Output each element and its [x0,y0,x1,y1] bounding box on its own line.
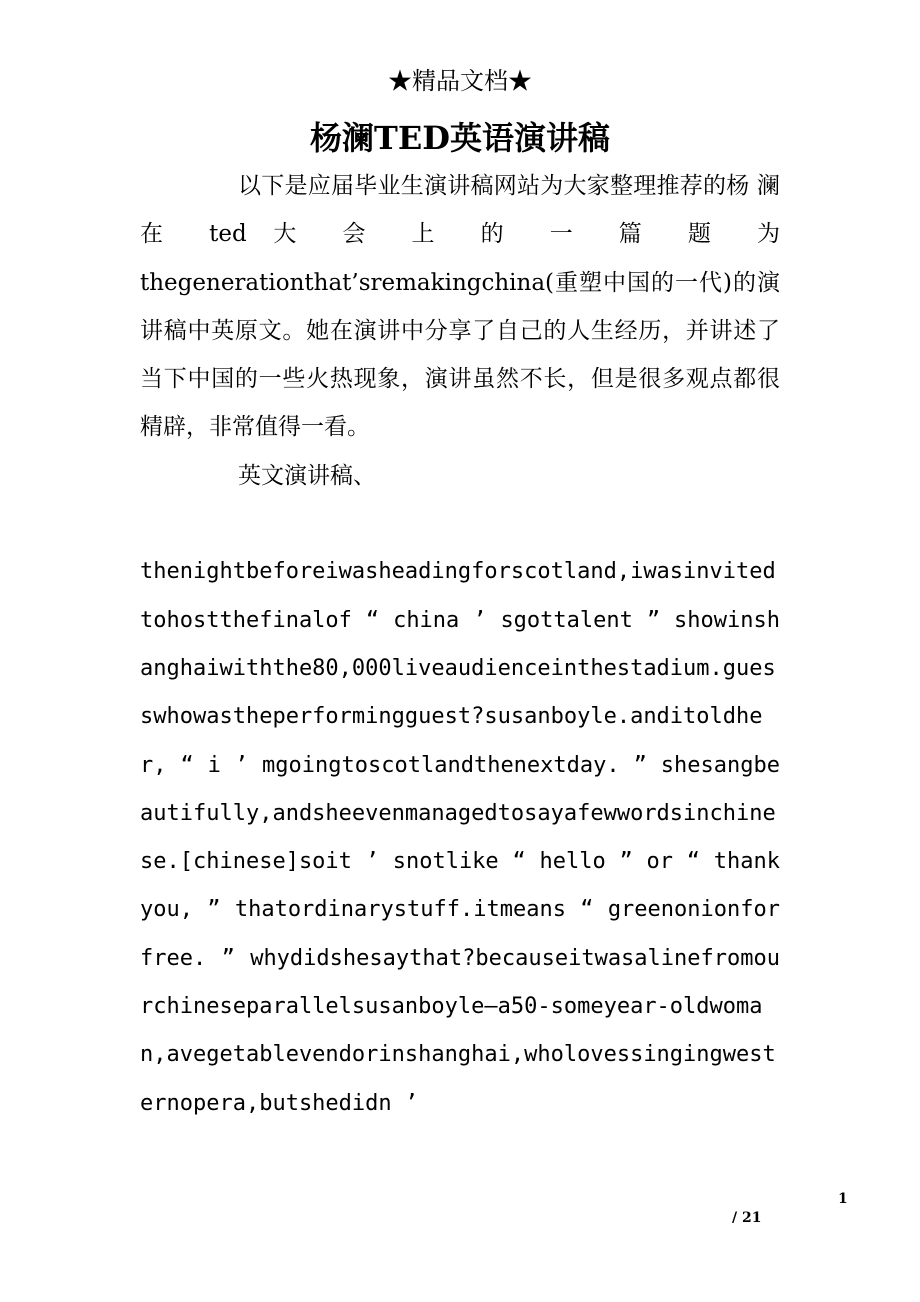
document-body [140,162,780,1128]
blank-line [140,500,780,548]
english-paragraph: thenightbeforeiwasheadingforscotland,iwasinvitedtohostthefinalof “ china ’ sgottalent ” showinshanghaiwiththe80,000liveaudienceinthestadium.guesswhowastheperformingguest?susanboyle.anditoldher, “ i ’ mgoingtoscotlandthenextday. ” shesangbeautifully,andsheevenmanagedtosayafewwordsinchinese.[chinese]soit ’ snotlike “ hello ” or “ thankyou, ” thatordinarystuff.itmeans “ greenonionforfree. ” whydidshesaythat?becauseitwasalinefromourchineseparallelsusanboyle—a50-someyear-oldwoman,avegetablevendorinshanghai,wholovessingingwesternopera,butshedidn ’ [140,559,780,1116]
intro-paragraph: 以下是应届毕业生演讲稿网站为大家整理推荐的杨 澜 在 ted 大 会 上 的 一 篇 题 为 thegenerationthat’sremakingchina(重塑中国的一代)的演讲稿中英原文。她在演讲中分享了自己的人生经历，并讲述了当下中国的一些火热现象，演讲虽然不长，但是很多观点都很精辟，非常值得一看。 [140,173,780,441]
section-heading: 英文演讲稿、 [238,462,376,489]
page-total: / 21 [732,1210,762,1226]
page-header: ★精品文档★ [388,67,532,95]
page-number: 1 [838,1191,848,1207]
document-title: 杨澜TED英语演讲稿 [310,119,610,157]
